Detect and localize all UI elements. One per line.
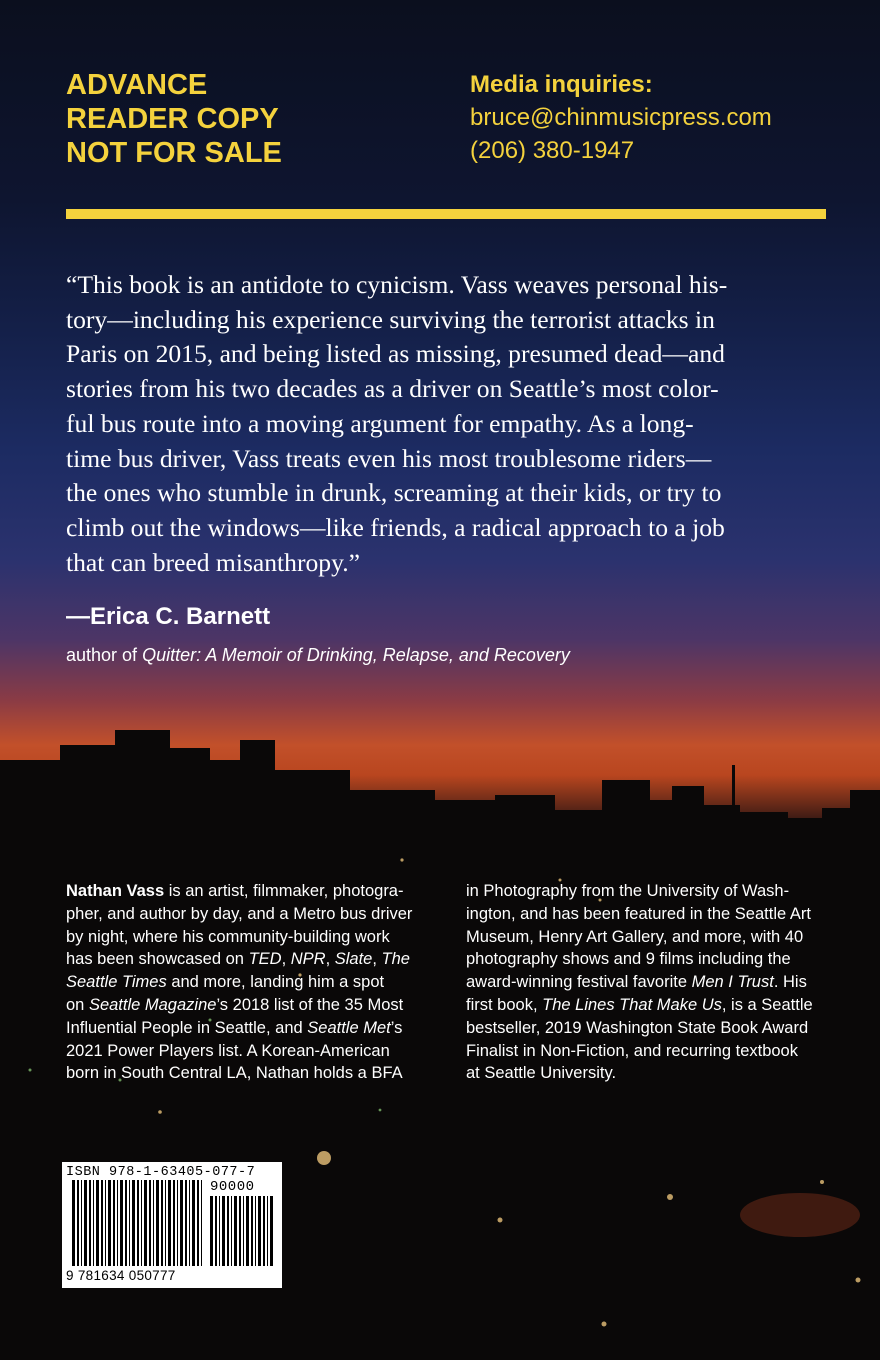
bio-line bbox=[466, 994, 856, 1017]
ean-digits: 9 781634 050777 bbox=[66, 1268, 176, 1283]
bio-line bbox=[66, 926, 456, 949]
bio-line bbox=[66, 971, 456, 994]
barcode-bar bbox=[219, 1196, 220, 1266]
quote-line: that can breed misanthropy.” bbox=[66, 547, 360, 577]
bio-text-run: . His bbox=[773, 973, 807, 992]
bio-text-run: Seattle Met bbox=[307, 1018, 391, 1037]
credit-book-title: Quitter: A Memoir of Drinking, Relapse, and Recovery bbox=[142, 645, 570, 665]
bio-text-run: and more, landing him a spot bbox=[166, 973, 385, 992]
bio-text-run: Seattle Times bbox=[66, 973, 167, 992]
barcode-bar bbox=[84, 1180, 87, 1266]
price-code: 90000 bbox=[210, 1179, 255, 1195]
bio-line bbox=[466, 880, 856, 903]
bio-text-run: , bbox=[372, 950, 382, 969]
barcode-bar bbox=[165, 1180, 166, 1266]
barcode-bar bbox=[270, 1196, 273, 1266]
bio-text-run: pher, and author by day, and a Metro bus driver bbox=[66, 904, 413, 923]
quote-line: “This book is an antidote to cynicism. Vass weaves personal his- bbox=[66, 270, 728, 299]
bio-line bbox=[66, 880, 456, 903]
isbn-barcode bbox=[62, 1162, 282, 1288]
bio-text-run: 2021 Power Players list. A Korean-American bbox=[66, 1041, 390, 1060]
barcode-bar bbox=[149, 1180, 151, 1266]
barcode-bar bbox=[141, 1180, 142, 1266]
barcode-bar bbox=[132, 1180, 135, 1266]
quote-line: time bus driver, Vass treats even his most troublesome riders— bbox=[66, 443, 712, 473]
quote-line: tory—including his experience surviving the terrorist attacks in bbox=[66, 304, 715, 334]
media-inquiries bbox=[470, 68, 772, 167]
bio-text-run: on bbox=[66, 995, 89, 1014]
media-email: bruce@chinmusicpress.com bbox=[470, 104, 772, 131]
barcode-bar bbox=[77, 1180, 79, 1266]
bio-text-run: The bbox=[381, 950, 410, 969]
bio-line bbox=[466, 926, 856, 949]
bio-text-run: in Photography from the University of Wash- bbox=[466, 882, 790, 900]
isbn-text: ISBN 978-1-63405-077-7 bbox=[66, 1165, 256, 1180]
bio-text-run: , is a Seattle bbox=[721, 995, 813, 1014]
quote-line: climb out the windows—like friends, a radical approach to a job bbox=[66, 512, 725, 542]
author-bio-column-right bbox=[466, 880, 856, 1085]
barcode-bar bbox=[192, 1180, 195, 1266]
bio-line bbox=[66, 994, 456, 1017]
barcode-bar bbox=[156, 1180, 159, 1266]
barcode-bar bbox=[243, 1196, 244, 1266]
bio-text-run: has been showcased on bbox=[66, 950, 249, 969]
bio-text-run: Finalist in Non-Fiction, and recurring textbook bbox=[466, 1041, 798, 1060]
credit-prefix: author of bbox=[66, 645, 143, 665]
bio-line bbox=[66, 1062, 456, 1085]
arc-line-2: READER COPY bbox=[66, 103, 279, 135]
barcode-bar bbox=[137, 1180, 139, 1266]
barcode-bar bbox=[113, 1180, 115, 1266]
bio-text-run: bestseller, 2019 Washington State Book Award bbox=[466, 1018, 809, 1037]
bio-text-run: , bbox=[325, 950, 335, 969]
quote-line: Paris on 2015, and being listed as missing, presumed dead—and bbox=[66, 339, 725, 369]
barcode-bar bbox=[129, 1180, 130, 1266]
barcode-bar bbox=[108, 1180, 111, 1266]
barcode-bar bbox=[210, 1196, 213, 1266]
bio-text-run: , bbox=[281, 950, 291, 969]
barcode-bar bbox=[177, 1180, 178, 1266]
bio-text-run: Influential People in Seattle, and bbox=[66, 1018, 308, 1037]
yellow-divider bbox=[66, 209, 826, 219]
bio-line bbox=[466, 948, 856, 971]
barcode-bar bbox=[201, 1180, 202, 1266]
bio-text-run: is an artist, filmmaker, photogra- bbox=[164, 882, 404, 900]
bio-line bbox=[466, 1040, 856, 1063]
bio-text-run: ’s 2018 list of the 35 Most bbox=[216, 995, 404, 1014]
barcode-bar bbox=[189, 1180, 190, 1266]
quote-line: stories from his two decades as a driver on Seattle’s most color- bbox=[66, 374, 719, 404]
barcode-bar bbox=[161, 1180, 163, 1266]
bio-text-run: TED bbox=[248, 950, 282, 969]
bio-line bbox=[466, 971, 856, 994]
bio-text-run: Museum, Henry Art Gallery, and more, with 40 bbox=[466, 927, 804, 946]
media-phone: (206) 380-1947 bbox=[470, 137, 635, 164]
barcode-bar bbox=[263, 1196, 265, 1266]
bio-line bbox=[66, 1017, 456, 1040]
barcode-bar bbox=[215, 1196, 217, 1266]
barcode-bar bbox=[258, 1196, 261, 1266]
barcode-bar bbox=[227, 1196, 229, 1266]
quote-author: —Erica C. Barnett bbox=[66, 603, 271, 630]
bio-line bbox=[466, 1062, 856, 1085]
bio-text-run: award-winning festival favorite bbox=[466, 973, 692, 992]
quote-line: ful bus route into a moving argument for empathy. As a long- bbox=[66, 408, 694, 438]
barcode-bar bbox=[101, 1180, 103, 1266]
arc-line-3: NOT FOR SALE bbox=[66, 137, 282, 169]
barcode-bar bbox=[117, 1180, 118, 1266]
quote-author-credit bbox=[66, 645, 570, 666]
bio-text-run: ’s bbox=[390, 1018, 403, 1037]
barcode-bar bbox=[96, 1180, 99, 1266]
bio-text-run: Men I Trust bbox=[691, 973, 774, 992]
barcode-bar bbox=[120, 1180, 123, 1266]
bio-text-run: by night, where his community-building work bbox=[66, 927, 390, 946]
bio-text-run: Seattle Magazine bbox=[88, 995, 217, 1014]
barcode-bar bbox=[234, 1196, 237, 1266]
media-label: Media inquiries: bbox=[470, 71, 653, 98]
barcode-bar bbox=[81, 1180, 82, 1266]
blurb-quote bbox=[66, 268, 836, 580]
barcode-bar bbox=[222, 1196, 225, 1266]
barcode-bar bbox=[251, 1196, 253, 1266]
bio-line bbox=[466, 903, 856, 926]
barcode-bar bbox=[185, 1180, 187, 1266]
bio-text-run: NPR bbox=[290, 950, 326, 969]
arc-line-1: ADVANCE bbox=[66, 69, 208, 101]
bio-text-run: Nathan Vass bbox=[66, 882, 165, 900]
barcode-bar bbox=[267, 1196, 268, 1266]
barcode-bar bbox=[105, 1180, 106, 1266]
barcode-bar bbox=[239, 1196, 241, 1266]
barcode-bar bbox=[72, 1180, 75, 1266]
bio-line bbox=[66, 903, 456, 926]
barcode-bar bbox=[125, 1180, 127, 1266]
bio-line bbox=[466, 1017, 856, 1040]
quote-line: the ones who stumble in drunk, screaming at their kids, or try to bbox=[66, 478, 722, 508]
barcode-bar bbox=[153, 1180, 154, 1266]
addon-bars bbox=[210, 1196, 276, 1266]
barcode-bar bbox=[89, 1180, 91, 1266]
barcode-bar bbox=[173, 1180, 175, 1266]
barcode-bar bbox=[255, 1196, 256, 1266]
barcode-bar bbox=[168, 1180, 171, 1266]
barcode-bar bbox=[144, 1180, 147, 1266]
bio-text-run: at Seattle University. bbox=[466, 1064, 617, 1083]
bio-text-run: born in South Central LA, Nathan holds a BFA bbox=[66, 1064, 403, 1083]
barcode-bar bbox=[180, 1180, 183, 1266]
bio-line bbox=[66, 948, 456, 971]
advance-reader-copy-notice bbox=[66, 68, 282, 170]
bio-text-run: photography shows and 9 films including the bbox=[466, 950, 791, 969]
barcode-bar bbox=[197, 1180, 199, 1266]
bio-text-run: ington, and has been featured in the Seattle Art bbox=[466, 904, 811, 923]
bio-text-run: The Lines That Make Us bbox=[542, 995, 722, 1014]
barcode-bar bbox=[93, 1180, 94, 1266]
barcode-bar bbox=[246, 1196, 249, 1266]
author-bio-column-left bbox=[66, 880, 456, 1085]
bio-line bbox=[66, 1040, 456, 1063]
bio-text-run: first book, bbox=[466, 995, 543, 1014]
bio-text-run: Slate bbox=[334, 950, 373, 969]
barcode-bar bbox=[231, 1196, 232, 1266]
ean-bars bbox=[72, 1180, 204, 1266]
